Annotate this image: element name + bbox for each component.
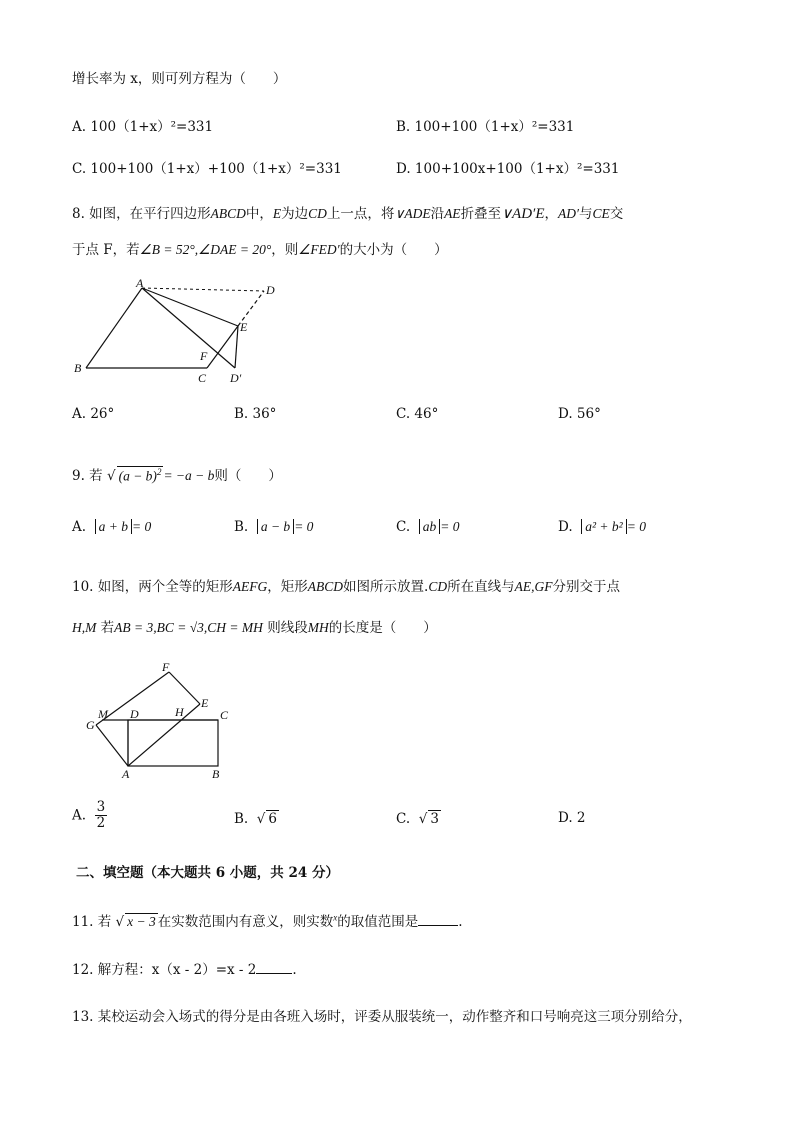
q8-stem-line2: 于点 F，若∠B = 52°,∠DAE = 20°，则∠FED′的大小为（ ） (72, 242, 448, 258)
q10-label-m: M (98, 707, 108, 721)
q8-figure (72, 278, 292, 390)
q9-option-c: C. ab = 0 (396, 519, 460, 535)
q8-label-a: A (136, 278, 144, 290)
section-title-fill-in: 二、填空题（本大题共 6 小题，共 24 分） (76, 865, 339, 881)
q10-option-b: B. √ 6 (234, 811, 277, 827)
q8-option-b: B. 36° (234, 406, 277, 422)
q10-label-a: A (122, 767, 130, 780)
q10-stem-line2: H,M 若AB = 3,BC = √3,CH = MH 则线段MH的长度是（ ） (72, 620, 437, 636)
q8-label-c: C (198, 371, 207, 385)
q8-label-b: B (74, 361, 82, 375)
q7-option-c: C. 100+100（1+x）+100（1+x）²=331 (72, 161, 342, 177)
q10-figure (80, 658, 240, 780)
q10-label-b: B (212, 767, 220, 780)
q10-label-c: C (220, 708, 229, 722)
q7-stem: 增长率为 x，则可列方程为（ ） (72, 71, 287, 87)
q12-answer-blank[interactable] (256, 961, 292, 974)
q8-label-f: F (200, 349, 208, 363)
q13-stem: 13. 某校运动会入场式的得分是由各班入场时，评委从服装统一，动作整齐和口号响亮这三项分别给分， (72, 1009, 692, 1025)
q10-label-f: F (162, 660, 170, 674)
q10-label-h: H (175, 705, 184, 719)
q10-label-e: E (201, 696, 209, 710)
q8-option-c: C. 46° (396, 406, 439, 422)
q12-stem: 12. 解方程：x（x - 2）=x - 2 . (72, 962, 297, 978)
q8-stem-line1: 8. 如图，在平行四边形ABCD中，E为边CD上一点，将∨ADE沿AE折叠至∨AD′E，AD′与CE交 (72, 206, 624, 222)
q7-option-a: A. 100（1+x）²=331 (72, 119, 214, 135)
q7-option-b: B. 100+100（1+x）²=331 (396, 119, 575, 135)
q8-option-a: A. 26° (72, 406, 115, 422)
q10-option-d: D. 2 (558, 810, 586, 826)
q9-option-a: A. a + b = 0 (72, 519, 152, 535)
q8-label-e: E (240, 320, 248, 334)
q10-option-c: C. √ 3 (396, 811, 439, 827)
q10-option-a: A. $\frac{3}{2}$ (72, 799, 106, 831)
q8-label-dprime: D′ (230, 371, 242, 385)
q9-option-b: B. a − b = 0 (234, 519, 314, 535)
q9-stem: 9. 若 √ $(a - b)^2 = -a - b$则（ ） (72, 466, 282, 484)
q10-stem-line1: 10. 如图，两个全等的矩形AEFG，矩形ABCD如图所示放置.CD所在直线与AE,GF分别交于点 (72, 579, 620, 595)
q9-option-d: D. a² + b² = 0 (558, 519, 646, 535)
q7-option-d: D. 100+100x+100（1+x）²=331 (396, 161, 620, 177)
q9-radical: √ $(a - b)^2$ (106, 466, 162, 484)
q11-answer-blank[interactable] (418, 913, 458, 926)
q10-label-g: G (86, 718, 95, 732)
q11-stem: 11. 若 √ x − 3 在实数范围内有意义，则实数$^x$的取值范围是 . (72, 912, 463, 930)
q10-label-d: D (130, 707, 139, 721)
q8-label-d: D (266, 283, 275, 297)
q8-option-d: D. 56° (558, 406, 601, 422)
